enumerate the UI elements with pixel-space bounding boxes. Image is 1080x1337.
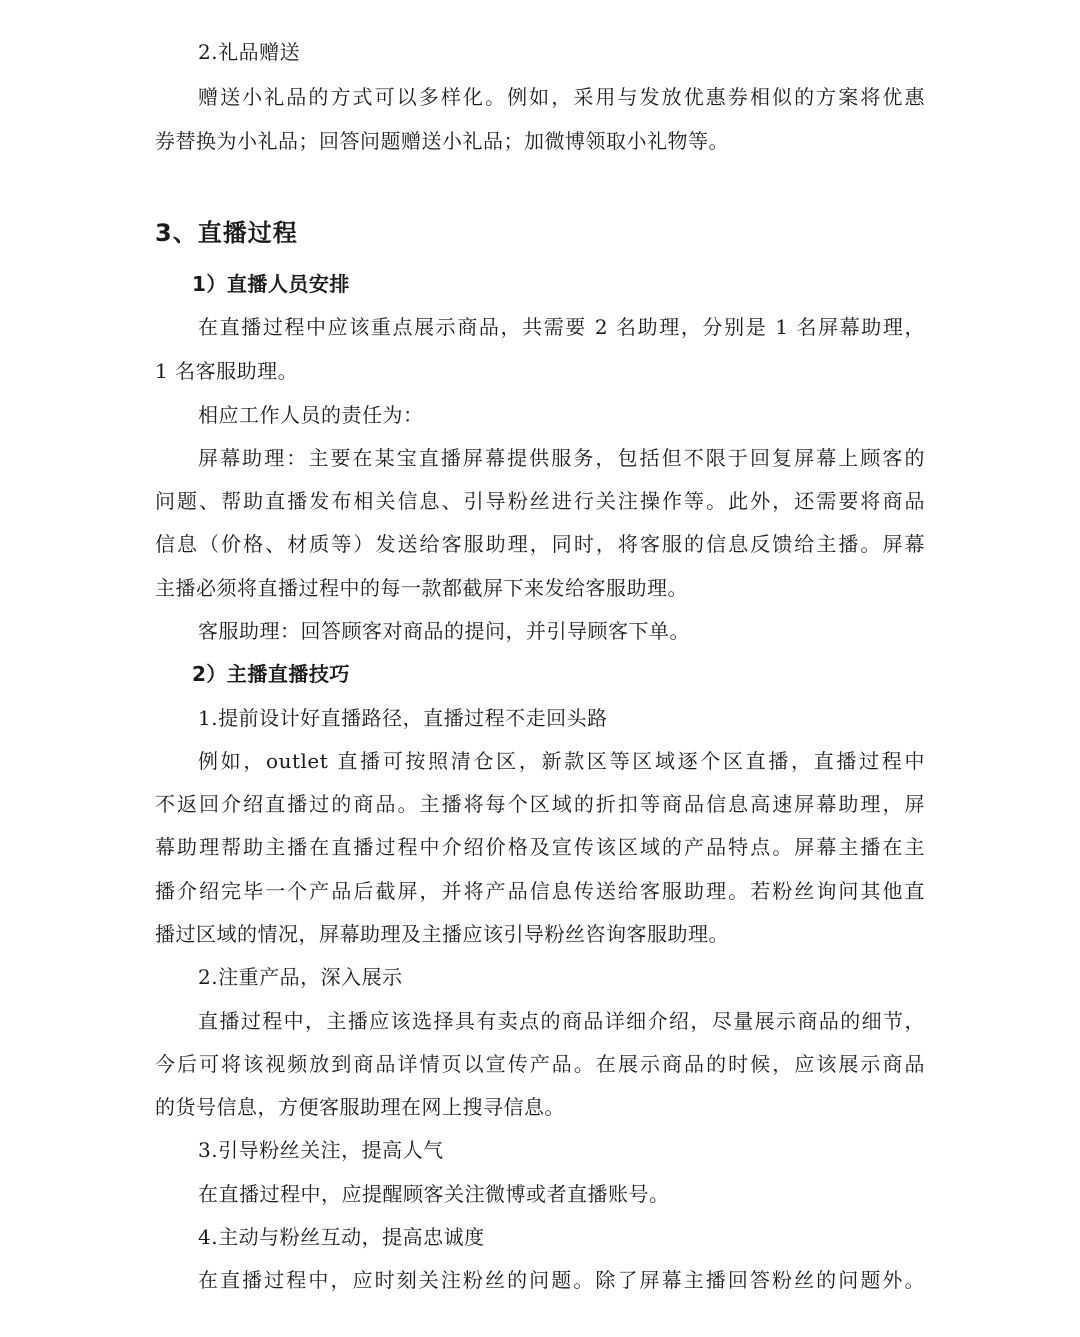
paragraph-line: 主播必须将直播过程中的每一款都截屏下来发给客服助理。 bbox=[155, 576, 688, 600]
skill-title: 2.注重产品，深入展示 bbox=[198, 965, 403, 989]
paragraph-line: 例如，outlet 直播可按照清仓区，新款区等区域逐个区直播，直播过程中 bbox=[198, 749, 925, 773]
paragraph-line: 信息（价格、材质等）发送给客服助理，同时，将客服的信息反馈给主播。屏幕 bbox=[155, 532, 925, 556]
paragraph-line: 在直播过程中，应提醒顾客关注微博或者直播账号。 bbox=[198, 1182, 670, 1206]
paragraph-line: 在直播过程中应该重点展示商品，共需要 2 名助理，分别是 1 名屏幕助理， bbox=[198, 315, 925, 339]
paragraph-line: 今后可将该视频放到商品详情页以宣传产品。在展示商品的时候，应该展示商品 bbox=[155, 1052, 925, 1076]
paragraph-line: 不返回介绍直播过的商品。主播将每个区域的折扣等商品信息高速屏幕助理，屏 bbox=[155, 792, 925, 816]
section-title: 3、直播过程 bbox=[155, 219, 298, 247]
subsection-heading-staff: 1）直播人员安排 bbox=[192, 272, 350, 296]
paragraph-line: 相应工作人员的责任为： bbox=[198, 403, 424, 427]
paragraph-line: 幕助理帮助主播在直播过程中介绍价格及宣传该区域的产品特点。屏幕主播在主 bbox=[155, 835, 925, 859]
paragraph-line: 屏幕助理：主要在某宝直播屏幕提供服务，包括但不限于回复屏幕上顾客的 bbox=[198, 446, 925, 470]
paragraph-line: 1 名客服助理。 bbox=[155, 359, 299, 383]
skill-title: 4.主动与粉丝互动，提高忠诚度 bbox=[198, 1225, 485, 1249]
skill-title: 3.引导粉丝关注，提高人气 bbox=[198, 1138, 444, 1162]
paragraph-line: 问题、帮助直播发布相关信息、引导粉丝进行关注操作等。此外，还需要将商品 bbox=[155, 489, 925, 513]
subsection-heading-skills: 2）主播直播技巧 bbox=[192, 662, 350, 686]
paragraph-line: 客服助理：回答顾客对商品的提问，并引导顾客下单。 bbox=[198, 619, 690, 643]
skill-title: 1.提前设计好直播路径，直播过程不走回头路 bbox=[198, 706, 608, 730]
gift-paragraph-line: 赠送小礼品的方式可以多样化。例如，采用与发放优惠券相似的方案将优惠 bbox=[198, 85, 925, 109]
paragraph-line: 的货号信息，方便客服助理在网上搜寻信息。 bbox=[155, 1095, 565, 1119]
paragraph-line: 播介绍完毕一个产品后截屏，并将产品信息传送给客服助理。若粉丝询问其他直 bbox=[155, 879, 925, 903]
gift-paragraph-line: 券替换为小礼品；回答问题赠送小礼品；加微博领取小礼物等。 bbox=[155, 129, 729, 153]
paragraph-line: 直播过程中，主播应该选择具有卖点的商品详细介绍，尽量展示商品的细节， bbox=[198, 1009, 925, 1033]
paragraph-line: 播过区域的情况，屏幕助理及主播应该引导粉丝咨询客服助理。 bbox=[155, 922, 729, 946]
gift-heading: 2.礼品赠送 bbox=[198, 40, 301, 64]
paragraph-line: 在直播过程中，应时刻关注粉丝的问题。除了屏幕主播回答粉丝的问题外。 bbox=[198, 1268, 925, 1292]
